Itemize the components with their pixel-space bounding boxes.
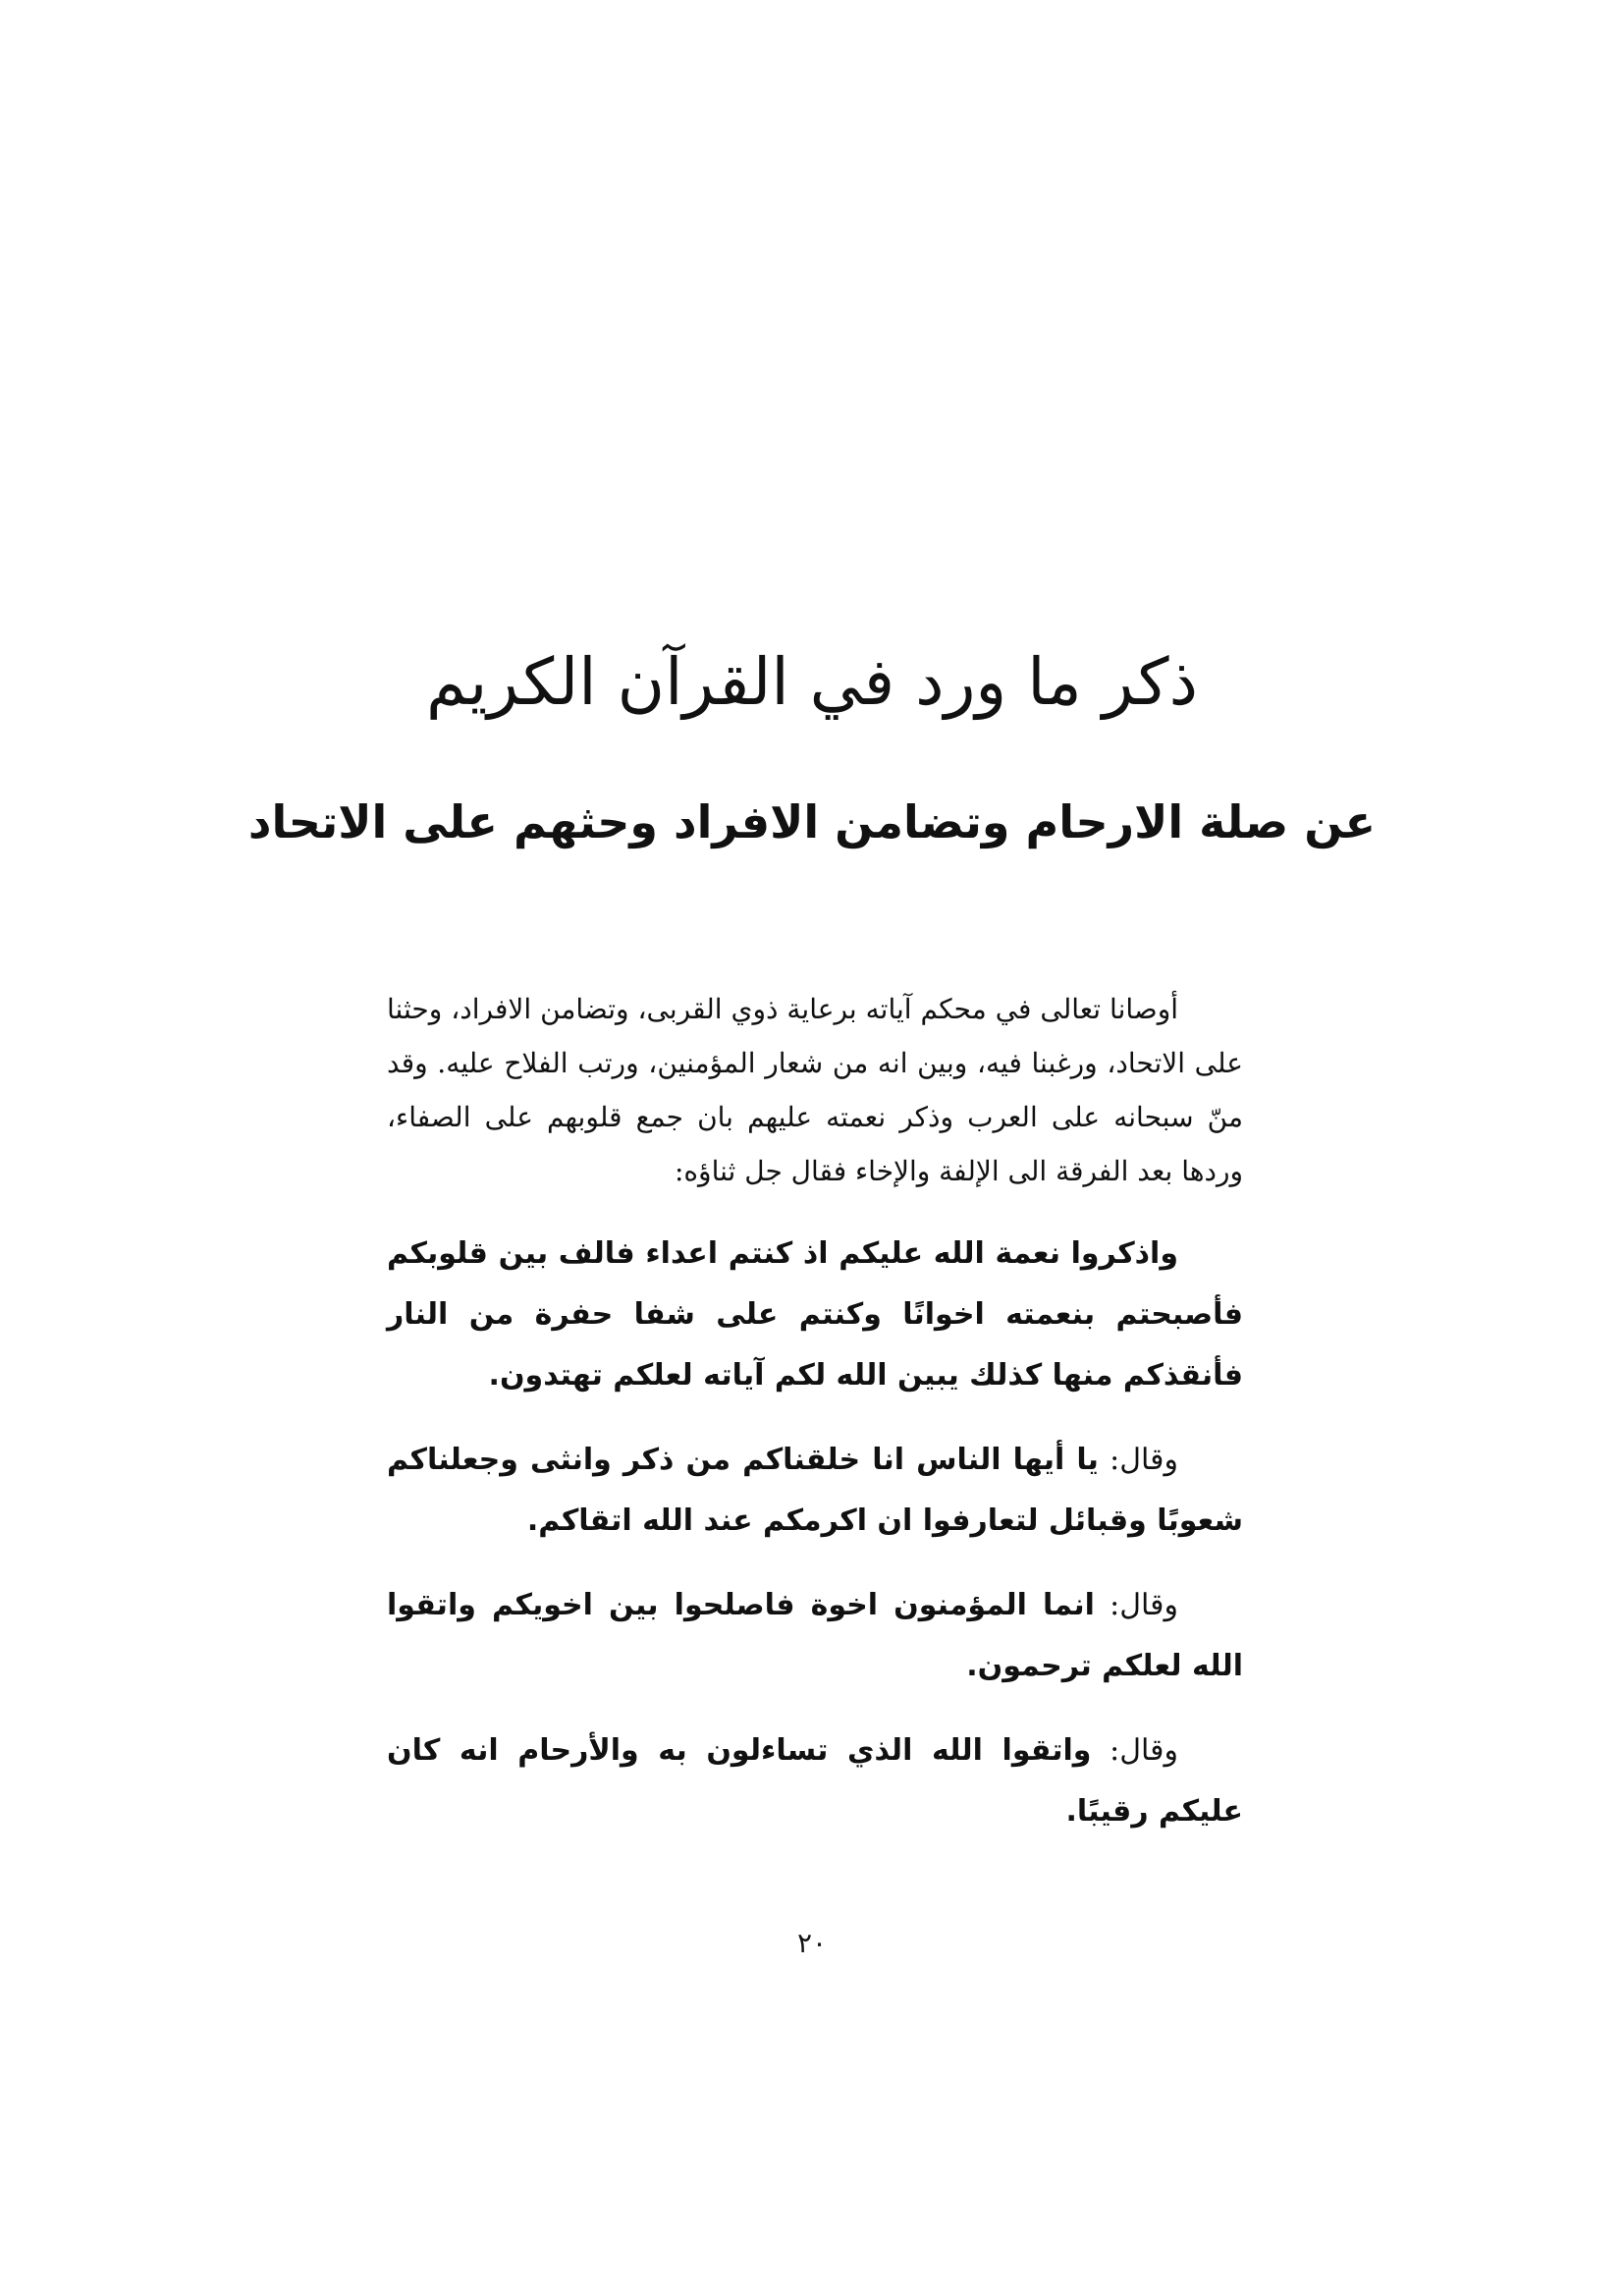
intro-paragraph: أوصانا تعالى في محكم آياته برعاية ذوي القربى، وتضامن الافراد، وحثنا على الاتحاد، ورغبنا فيه، وبين انه من شعار المؤمنين، ورتب الفلاح عليه. وقد منّ سبحانه على العرب وذكر نعمته عليهم بان جمع قلوبهم على الصفاء، وردها بعد الفرقة الى الإلفة والإخاء فقال جل ثناؤه: <box>387 993 1243 1187</box>
verse-paragraph <box>387 1575 1243 1697</box>
verse-text: انما المؤمنون اخوة فاصلحوا بين اخويكم واتقوا الله لعلكم ترحمون. <box>387 1588 1243 1683</box>
verse-text: واذكروا نعمة الله عليكم اذ كنتم اعداء فالف بين قلوبكم فأصبحتم بنعمته اخوانًا وكنتم على شفا حفرة من النار فأنقذكم منها كذلك يبين الله لكم آياته لعلكم تهتدون. <box>387 1236 1243 1393</box>
body-text <box>387 982 1243 1866</box>
page-number: ٢٠ <box>796 1927 828 1959</box>
verse-text: يا أيها الناس انا خلقناكم من ذكر وانثى وجعلناكم شعوبًا وقبائل لتعارفوا ان اكرمكم عند الله اتقاكم. <box>387 1443 1243 1538</box>
verse-paragraph <box>387 1224 1243 1406</box>
verse-prefix: وقال: <box>1098 1443 1178 1477</box>
verse-text: واتقوا الله الذي تساءلون به والأرحام انه كان عليكم رقيبًا. <box>387 1733 1243 1829</box>
chapter-subtitle: عن صلة الارحام وتضامن الافراد وحثهم على الاتحاد <box>247 795 1377 848</box>
verse-prefix: وقال: <box>1091 1733 1178 1768</box>
verse-paragraph <box>387 1430 1243 1552</box>
verse-prefix: وقال: <box>1094 1588 1178 1622</box>
calligraphic-title: ذكر ما ورد في القرآن الكريم <box>426 644 1198 720</box>
verse-paragraph <box>387 1721 1243 1842</box>
